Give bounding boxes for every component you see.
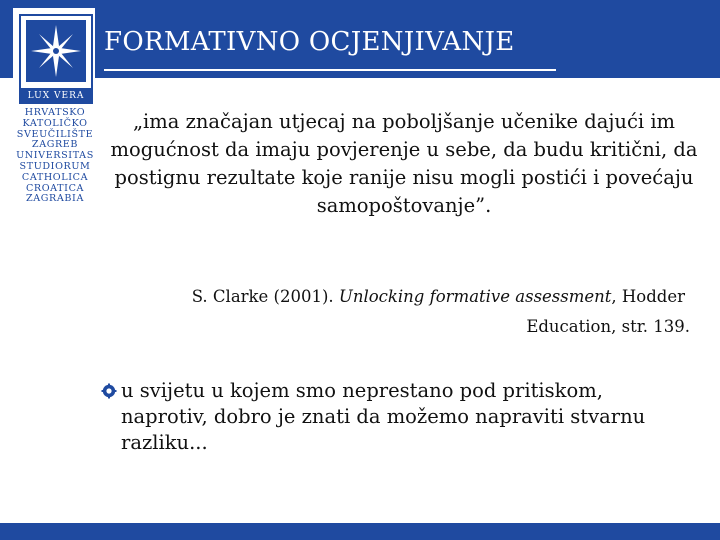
slide-title: FORMATIVNO OCJENJIVANJE xyxy=(104,27,515,57)
quote-text: „ima značajan utjecaj na poboljšanje učenike dajući im mogućnost da imaju povjerenje u sebe, da budu kritični, da postignu rezultate koje ranije nisu mogli postići i povećaju samopoštovanje”. xyxy=(110,110,698,217)
gear-bullet-icon xyxy=(101,383,117,399)
star-icon xyxy=(26,20,86,82)
university-logo xyxy=(13,8,95,205)
logo-line: ZAGRABIA xyxy=(26,193,84,205)
logo-star-emblem xyxy=(19,14,93,90)
logo-line: UNIVERSITAS xyxy=(16,150,94,162)
citation-publisher: , Hodder xyxy=(611,287,685,306)
title-underline xyxy=(104,69,556,71)
logo-line: KATOLIČKO xyxy=(22,117,88,129)
citation-pages: , str. 139. xyxy=(611,317,690,336)
logo-motto: LUX VERA xyxy=(19,88,93,104)
logo-line: ZAGREB xyxy=(31,139,79,151)
logo-line: STUDIORUM xyxy=(19,160,91,172)
logo-line: CATHOLICA xyxy=(21,171,89,183)
citation-publisher-cont: Education xyxy=(526,317,612,336)
citation-author: S. Clarke (2001). xyxy=(191,287,339,306)
citation-line-2 xyxy=(526,317,690,336)
footer-band xyxy=(0,523,720,540)
logo-line: CROATICA xyxy=(25,182,85,194)
logo-text-block xyxy=(15,108,95,205)
bullet-text: u svijetu u kojem smo neprestano pod pritiskom, naprotiv, dobro je znati da možemo napraviti stvarnu razliku... xyxy=(121,379,646,454)
logo-line: HRVATSKO xyxy=(24,107,86,118)
citation-line-1 xyxy=(192,287,685,306)
logo-line: SVEUČILIŠTE xyxy=(16,128,94,140)
citation-book-title: Unlocking formative assessment xyxy=(338,287,612,306)
